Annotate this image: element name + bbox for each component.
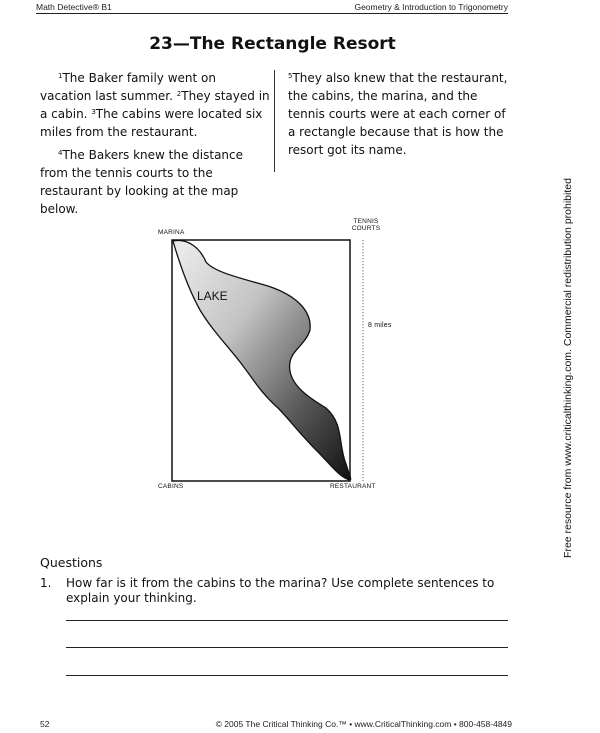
sentence-number: 2	[176, 90, 182, 98]
footer-copyright: © 2005 The Critical Thinking Co.™ • www.CriticalThinking.com • 800-458-4849	[215, 719, 512, 729]
passage-column-right	[288, 69, 513, 159]
sentence-number: 4	[58, 149, 63, 157]
page-title: 23—The Rectangle Resort	[149, 34, 396, 54]
header-book-title: Math Detective® B1	[36, 2, 112, 12]
header-rule	[36, 13, 508, 14]
map-label-distance: 8 miles	[368, 322, 392, 329]
sentence-2: They stayed in a cabin.	[40, 89, 270, 121]
map-label-tennis-line1: TENNIS	[353, 218, 379, 225]
map-label-tennis-line2: COURTS	[351, 225, 381, 232]
passage-column-left	[40, 69, 270, 218]
sentence-4: The Bakers knew the distance from the tennis courts to the restaurant by looking at the map below.	[40, 148, 244, 216]
side-note-text: Free resource from www.criticalthinking.com. Commercial redistribution prohibited	[562, 178, 574, 558]
sentence-number: 5	[288, 72, 293, 80]
map-label-tennis-courts	[348, 218, 384, 232]
sentence-3: The cabins were located six miles from the restaurant.	[40, 107, 263, 139]
header-section-title: Geometry & Introduction to Trigonometry	[354, 2, 508, 12]
passage-paragraph-1	[40, 69, 270, 141]
column-divider	[274, 70, 275, 172]
map-label-lake: LAKE	[197, 289, 228, 303]
map-label-marina: MARINA	[158, 229, 185, 236]
resort-map	[150, 212, 390, 502]
passage-paragraph-2	[40, 146, 270, 218]
sentence-1: The Baker family went on vacation last summer.	[40, 71, 216, 103]
map-label-restaurant: RESTAURANT	[330, 483, 376, 490]
answer-line[interactable]	[66, 675, 508, 676]
sentence-number: 1	[58, 72, 63, 80]
question-text: How far is it from the cabins to the marina? Use complete sentences to explain your thinking.	[66, 576, 495, 605]
map-label-cabins: CABINS	[158, 483, 184, 490]
sentence-number: 3	[91, 108, 96, 116]
passage-paragraph-2-cont	[288, 69, 513, 159]
answer-line[interactable]	[66, 647, 508, 648]
page-number: 52	[40, 719, 50, 729]
answer-line[interactable]	[66, 620, 508, 621]
sentence-5: They also knew that the restaurant, the cabins, the marina, and the tennis courts were at each corner of a rectangle because that is how the resort got its name.	[288, 71, 508, 157]
questions-heading: Questions	[40, 555, 103, 570]
question-number: 1.	[40, 576, 52, 590]
